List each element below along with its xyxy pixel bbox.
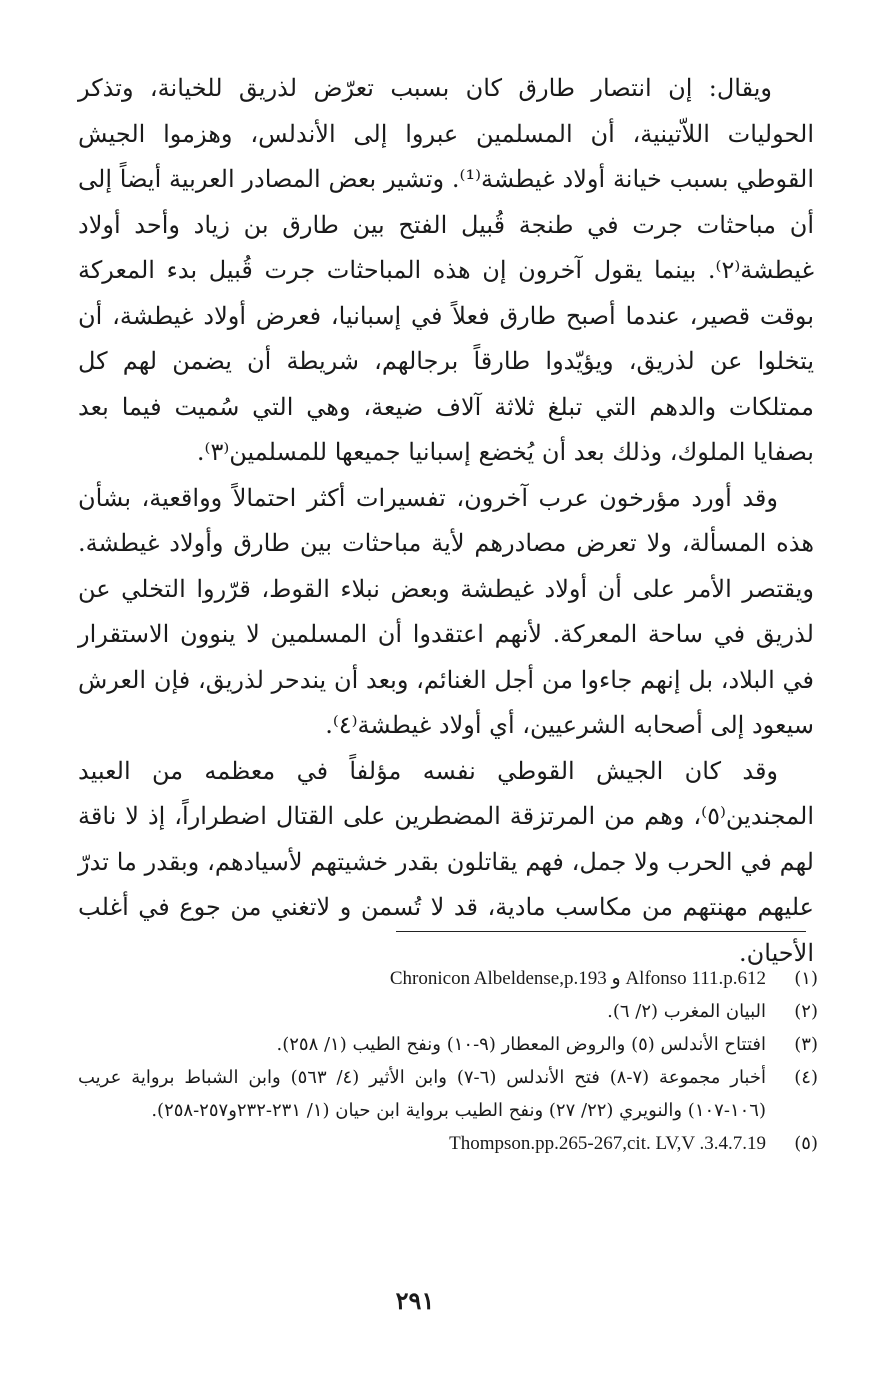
footnote-number: (٤)	[794, 1067, 818, 1088]
footnote-text: أخبار مجموعة (٧-٨) فتح الأندلس (٦-٧) وابن الأثير (٤/ ٥٦٣) وابن الشباط برواية عريب (١٠٦-١٠٧) والنويري (٢٢/ ٢٧) ونفح الطيب برواية ابن حيان (١/ ٢٣١-٢٣٢و٢٥٧-٢٥٨).	[78, 1067, 766, 1121]
paragraph-3: وقد كان الجيش القوطي نفسه مؤلفاً في معظمه من العبيد المجندين⁽٥⁾، وهم من المرتزقة المضطرين على القتال اضطراراً، إذ لا ناقة لهم في الحرب ولا جمل، فهم يقاتلون بقدر خشيتهم لأسيادهم، وبقدر ما تدرّ عليهم مهنتهم من مكاسب مادية، قد لا تُسمن و لاتغني من جوع في أغلب الأحيان.	[78, 756, 814, 967]
footnote-divider	[396, 931, 806, 932]
footnote-text: البيان المغرب (٢/ ٦).	[607, 1001, 766, 1022]
footnote-3	[78, 1028, 818, 1061]
footnote-2	[78, 995, 818, 1028]
footnote-number: (٥)	[794, 1133, 818, 1154]
footnote-5	[78, 1127, 818, 1160]
footnote-number: (١)	[794, 968, 818, 989]
footnote-text: Thompson.pp.265-267,cit. LV,V .3.4.7.19	[449, 1133, 766, 1154]
footnote-number: (٣)	[794, 1034, 818, 1055]
paragraph-2: وقد أورد مؤرخون عرب آخرون، تفسيرات أكثر احتمالاً وواقعية، بشأن هذه المسألة، ولا تعرض مصادرهم لأية مباحثات بين طارق وأولاد غيطشة. ويقتصر الأمر على أن أولاد غيطشة وبعض نبلاء القوط، قرّروا التخلي عن لذريق في ساحة المعركة. لأنهم اعتقدوا أن المسلمين لا ينوون الاستقرار في البلاد، بل إنهم جاءوا من أجل الغنائم، وبعد أن يندحر لذريق، فإن العرش سيعود إلى أصحابه الشرعيين، أي أولاد غيطشة⁽٤⁾.	[78, 483, 814, 739]
main-text	[78, 66, 814, 976]
page-number: ٢٩١	[395, 1286, 435, 1315]
footnote-4	[78, 1061, 818, 1127]
paragraph-1: ويقال: إن انتصار طارق كان بسبب تعرّض لذريق للخيانة، وتذكر الحوليات اللاّتينية، أن المسلمين عبروا إلى الأندلس، وهزموا الجيش القوطي بسبب خيانة أولاد غيطشة⁽¹⁾. وتشير بعض المصادر العربية أيضاً إلى أن مباحثات جرت في طنجة قُبيل الفتح بين طارق بن زياد وأحد أولاد غيطشة⁽٢⁾. بينما يقول آخرون إن هذه المباحثات جرت قُبيل بدء المعركة بوقت قصير، عندما أصبح طارق فعلاً في إسبانيا، فعرض أولاد غيطشة، أن يتخلوا عن لذريق، ويؤيّدوا طارقاً برجالهم، شريطة أن يضمن لهم كل ممتلكات والدهم التي تبلغ ثلاثة آلاف ضيعة، وهي التي سُميت فيما بعد بصفايا الملوك، وذلك بعد أن يُخضع إسبانيا جميعها للمسلمين⁽٣⁾.	[78, 74, 814, 466]
footnotes	[78, 962, 818, 1160]
footnote-1	[78, 962, 818, 995]
footnote-text: افتتاح الأندلس (٥) والروض المعطار (٩-١٠) ونفح الطيب (١/ ٢٥٨).	[276, 1034, 766, 1055]
footnote-number: (٢)	[794, 1001, 818, 1022]
footnote-text: Chronicon Albeldense,p.193 و Alfonso 111.p.612	[389, 968, 766, 989]
